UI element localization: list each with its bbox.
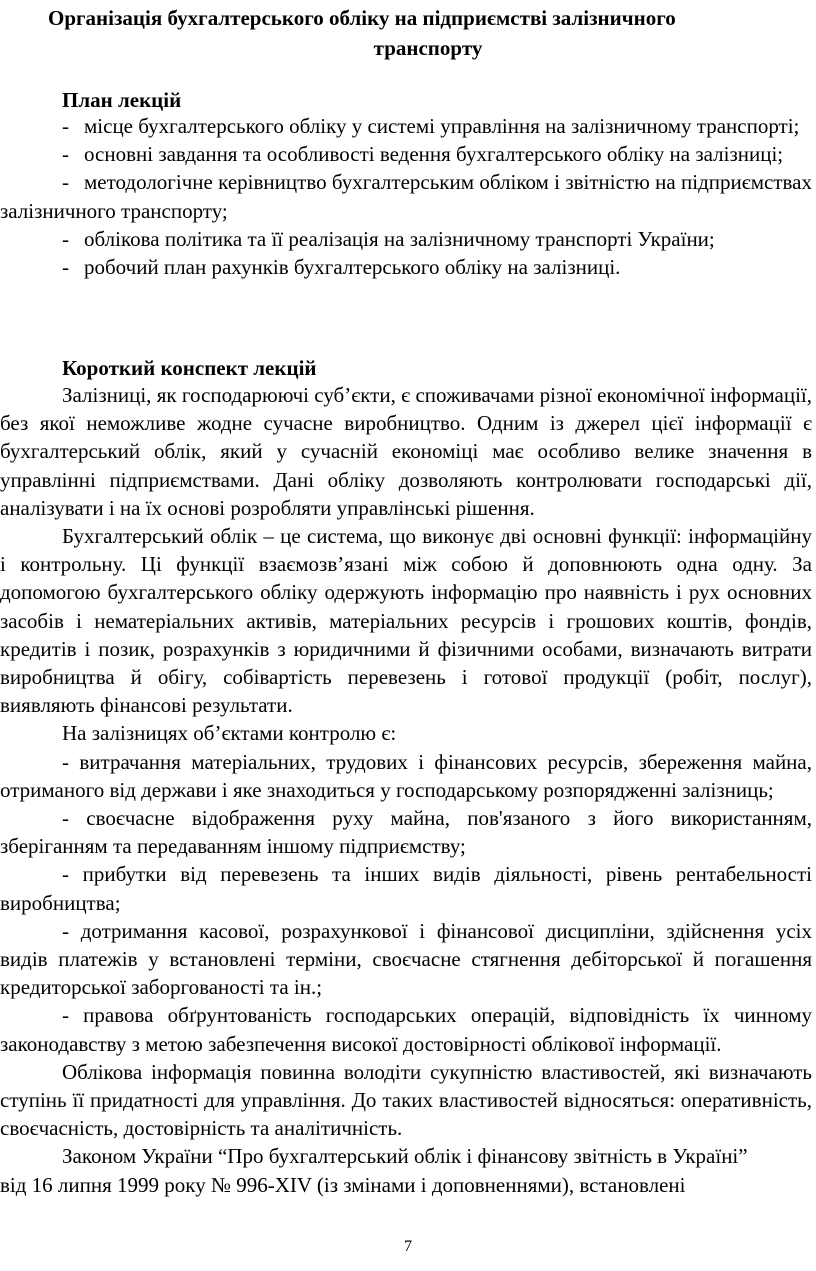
plan-item: [0, 253, 812, 281]
document-title-line-1: Організація бухгалтерського обліку на підприємстві залізничного: [48, 6, 676, 30]
plan-item: [0, 140, 812, 168]
paragraph: На залізницях об’єктами контролю є:: [62, 721, 397, 746]
plan-item: [0, 225, 812, 253]
dash: -: [62, 142, 69, 167]
plan-item-text: робочий план рахунків бухгалтерського обліку на залізниці.: [84, 255, 621, 280]
plan-item-text: місце бухгалтерського обліку у системі управління на залізничному транспорті;: [84, 114, 800, 138]
control-object-item: - витрачання матеріальних, трудових і фінансових ресурсів, збереження майна, отриманого від держави і яке знаходиться у господарському розпорядженні залізниць;: [0, 749, 812, 802]
paragraph: Залізниці, як господарюючі суб’єкти, є споживачами різної економічної інформації, без якої неможливе жодне сучасне виробництво. Одним із джерел цієї інформації є бухгалтерський облік, який у сучасній економіці має особливо велике значення в управлінні підприємствами. Дані обліку дозволяють контролювати господарські дії, аналізувати і на їх основі розробляти управлінські рішення.: [0, 383, 812, 520]
document-title-line-2: транспорту: [373, 36, 483, 60]
control-object-item: - правова обґрунтованість господарських операцій, відповідність їх чинному законодавству з метою забезпечення високої достовірності облікової інформації.: [0, 1003, 812, 1056]
konspekt-body: [0, 381, 812, 1199]
plan-item-text: основні завдання та особливості ведення бухгалтерського обліку на залізниці;: [84, 142, 784, 167]
plan-item-text: методологічне керівництво бухгалтерським обліком і звітністю на підприємствах залізничного транспорту;: [0, 170, 812, 223]
paragraph: Законом України “Про бухгалтерський облік і фінансову звітність в Україні”: [62, 1144, 748, 1169]
plan-item: [0, 112, 812, 140]
plan-item: [0, 168, 812, 224]
dash: -: [62, 170, 69, 195]
paragraph-continuation: від 16 липня 1999 року № 996-XIV (із змінами і доповненнями), встановлені: [0, 1172, 686, 1197]
plan-item-text: облікова політика та її реалізація на залізничному транспорті України;: [84, 226, 715, 251]
plan-list: [0, 112, 812, 281]
control-object-item: - прибутки від перевезень та інших видів діяльності, рівень рентабельності виробництва;: [0, 862, 812, 915]
paragraph: Облікова інформація повинна володіти сукупністю властивостей, які визначають ступінь її придатності для управління. До таких властивостей відносяться: оперативність, своєчасність, достовірність та аналітичність.: [0, 1059, 812, 1141]
page-number: 7: [404, 1238, 412, 1255]
plan-heading: План лекцій: [62, 88, 182, 112]
konspekt-heading: Короткий конспект лекцій: [62, 356, 317, 380]
control-object-item: - дотримання касової, розрахункової і фінансової дисципліни, здійснення усіх видів платежів у встановлені терміни, своєчасне стягнення дебіторської й погашення кредиторської заборгованості та ін.;: [0, 918, 812, 1000]
dash: -: [62, 114, 69, 138]
paragraph: Бухгалтерський облік – це система, що виконує дві основні функції: інформаційну і контрольну. Ці функції взаємозв’язані між собою й доповнюють одна одну. За допомогою бухгалтерського обліку одержують інформацію про наявність і рух основних засобів і нематеріальних активів, матеріальних ресурсів і грошових коштів, фондів, кредитів і позик, розрахунків з юридичними й фізичними особами, визначають витрати виробництва й обігу, собівартість перевезень і готової продукції (робіт, послуг), виявляють фінансові результати.: [0, 524, 812, 718]
dash: -: [62, 226, 69, 251]
dash: -: [62, 255, 69, 280]
control-object-item: - своєчасне відображення руху майна, пов'язаного з його використанням, зберіганням та передаванням іншому підприємству;: [0, 806, 812, 859]
